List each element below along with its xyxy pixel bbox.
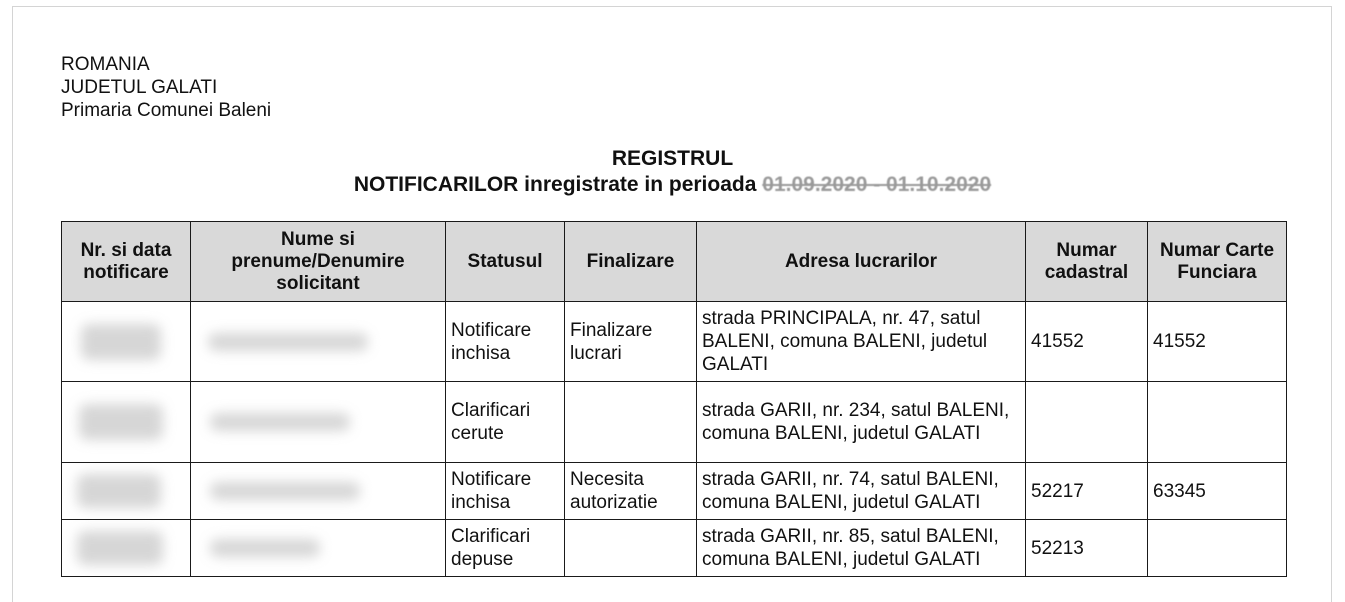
status-cell: Notificare inchisa bbox=[446, 302, 565, 382]
redacted-period: 01.09.2020 - 01.10.2020 bbox=[762, 173, 992, 196]
finalizare-cell bbox=[565, 382, 697, 463]
carte-funciara-cell bbox=[1148, 520, 1287, 577]
table-row bbox=[62, 302, 1287, 382]
adresa-cell: strada GARII, nr. 234, satul BALENI, comuna BALENI, judetul GALATI bbox=[697, 382, 1026, 463]
document-header bbox=[61, 53, 271, 122]
carte-funciara-cell: 41552 bbox=[1148, 302, 1287, 382]
status-cell: Clarificari depuse bbox=[446, 520, 565, 577]
col-header-cadastral: Numar cadastral bbox=[1026, 222, 1148, 302]
cadastral-cell: 41552 bbox=[1026, 302, 1148, 382]
finalizare-cell: Necesita autorizatie bbox=[565, 463, 697, 520]
redacted-solicitant bbox=[191, 520, 446, 577]
finalizare-cell: Finalizare lucrari bbox=[565, 302, 697, 382]
status-cell: Clarificari cerute bbox=[446, 382, 565, 463]
title-line-1: REGISTRUL bbox=[611, 147, 734, 170]
cadastral-cell: 52217 bbox=[1026, 463, 1148, 520]
country-line: ROMANIA bbox=[61, 54, 150, 75]
table-header-row bbox=[62, 222, 1287, 302]
cadastral-cell bbox=[1026, 382, 1148, 463]
col-header-statusul: Statusul bbox=[446, 222, 565, 302]
redacted-solicitant bbox=[191, 463, 446, 520]
title-line-2-text: NOTIFICARILOR inregistrate in perioada bbox=[353, 173, 757, 196]
table-row bbox=[62, 463, 1287, 520]
col-header-adresa: Adresa lucrarilor bbox=[697, 222, 1026, 302]
redacted-nr-data bbox=[62, 302, 191, 382]
redacted-solicitant bbox=[191, 302, 446, 382]
adresa-cell: strada PRINCIPALA, nr. 47, satul BALENI, comuna BALENI, judetul GALATI bbox=[697, 302, 1026, 382]
carte-funciara-cell bbox=[1148, 382, 1287, 463]
county-line: JUDETUL GALATI bbox=[61, 77, 218, 98]
notifications-table bbox=[61, 221, 1287, 577]
adresa-cell: strada GARII, nr. 74, satul BALENI, comuna BALENI, judetul GALATI bbox=[697, 463, 1026, 520]
col-header-nume: Nume si prenume/Denumire solicitant bbox=[191, 222, 446, 302]
finalizare-cell bbox=[565, 520, 697, 577]
status-cell: Notificare inchisa bbox=[446, 463, 565, 520]
redacted-nr-data bbox=[62, 520, 191, 577]
register-title bbox=[0, 146, 1345, 198]
col-header-nr-data: Nr. si data notificare bbox=[62, 222, 191, 302]
redacted-nr-data bbox=[62, 463, 191, 520]
table-row bbox=[62, 382, 1287, 463]
col-header-finalizare: Finalizare bbox=[565, 222, 697, 302]
redacted-nr-data bbox=[62, 382, 191, 463]
table-row bbox=[62, 520, 1287, 577]
col-header-carte-funciara: Numar Carte Funciara bbox=[1148, 222, 1287, 302]
adresa-cell: strada GARII, nr. 85, satul BALENI, comuna BALENI, judetul GALATI bbox=[697, 520, 1026, 577]
redacted-solicitant bbox=[191, 382, 446, 463]
carte-funciara-cell: 63345 bbox=[1148, 463, 1287, 520]
cadastral-cell: 52213 bbox=[1026, 520, 1148, 577]
institution-line: Primaria Comunei Baleni bbox=[61, 100, 272, 121]
title-line-2 bbox=[0, 172, 1345, 198]
